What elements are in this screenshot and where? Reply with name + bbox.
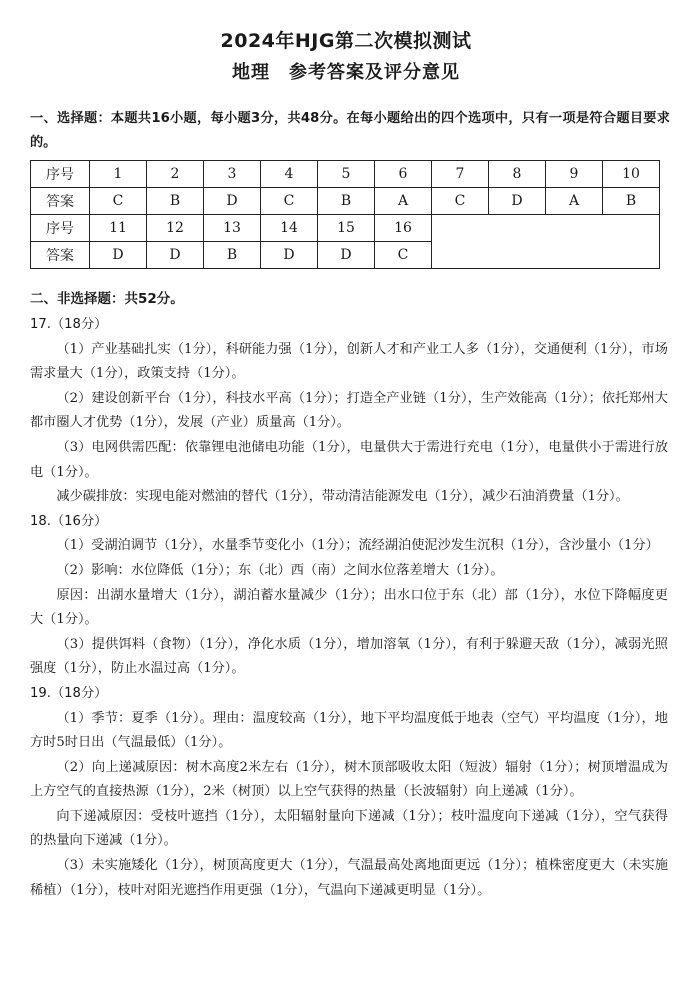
question-number: 7 <box>432 161 489 188</box>
answer-paragraph: 原因：出湖水量增大（1分），湖泊蓄水量减少（1分）；出水口位于东（北）部（1分），水位下降幅度更大（1分）。 <box>30 587 668 628</box>
row-label: 答案 <box>31 188 90 215</box>
answer-paragraph: （3）电网供需匹配：依靠锂电池储电功能（1分），电量供大于需进行充电（1分），电量供小于需进行放电（1分）。 <box>30 439 668 480</box>
answer-cell: C <box>90 188 147 215</box>
answer-paragraph: （3）未实施矮化（1分），树顶高度更大（1分），气温最高处离地面更远（1分）；植株密度更大（未实施稀植）（1分），枝叶对阳光遮挡作用更强（1分），气温向下递减更明显（1分）。 <box>30 858 668 898</box>
table-row <box>31 215 660 242</box>
answer-cell: B <box>318 188 375 215</box>
section2-heading: 二、非选择题：共52分。 <box>30 291 184 307</box>
question-number: 2 <box>147 161 204 188</box>
table-row <box>31 161 660 188</box>
question-number: 14 <box>261 215 318 242</box>
section1-heading: 一、选择题：本题共16小题，每小题3分，共48分。在每小题给出的四个选项中，只有一项是符合题目要求的。 <box>30 111 670 150</box>
question-number: 15 <box>318 215 375 242</box>
question-heading-17: 17.（18分） <box>30 317 108 332</box>
question-number: 16 <box>375 215 432 242</box>
question-heading-18: 18.（16分） <box>30 513 108 529</box>
question-number: 12 <box>147 215 204 242</box>
answer-cell: D <box>204 188 261 215</box>
answer-paragraph: （2）向上递减原因：树木高度2米左右（1分），树木顶部吸收太阳（短波）辐射（1分）；树顶增温成为上方空气的直接热源（1分），2米（树顶）以上空气获得的热量（长波辐射）向上递减（1分）。 <box>30 759 668 800</box>
answer-cell: B <box>147 188 204 215</box>
answer-cell: B <box>204 242 261 269</box>
answer-cell: D <box>318 242 375 269</box>
question-number: 3 <box>204 161 261 188</box>
answer-body <box>30 313 668 903</box>
answer-paragraph: （2）影响：水位降低（1分）；东（北）西（南）之间水位落差增大（1分）。 <box>56 562 504 578</box>
table-row <box>31 188 660 215</box>
question-number: 6 <box>375 161 432 188</box>
answer-paragraph: 减少碳排放：实现电能对燃油的替代（1分），带动清洁能源发电（1分），减少石油消费量（1分）。 <box>56 489 629 505</box>
answer-cell: C <box>432 188 489 215</box>
row-label: 序号 <box>31 161 90 188</box>
answer-paragraph: （1）季节：夏季（1分）。理由：温度较高（1分），地下平均温度低于地表（空气）平均温度（1分），地方时5时日出（气温最低）（1分）。 <box>30 710 668 751</box>
question-number: 13 <box>204 215 261 242</box>
answer-cell: C <box>261 188 318 215</box>
question-number: 10 <box>603 161 660 188</box>
question-heading-19: 19.（18分） <box>30 685 108 701</box>
question-number: 8 <box>489 161 546 188</box>
question-number: 4 <box>261 161 318 188</box>
answer-cell: A <box>375 188 432 215</box>
row-label: 序号 <box>31 215 90 242</box>
page-title: 2024年HJG第二次模拟测试 <box>220 30 472 52</box>
answer-cell: B <box>603 188 660 215</box>
row-label: 答案 <box>31 242 90 269</box>
answer-paragraph: （1）受湖泊调节（1分），水量季节变化小（1分）；流经湖泊使泥沙发生沉积（1分），含沙量小（1分） <box>56 538 659 554</box>
question-number: 9 <box>546 161 603 188</box>
page-subtitle: 地理 参考答案及评分意见 <box>232 62 460 83</box>
answer-cell: D <box>90 242 147 269</box>
empty-cell <box>432 215 660 269</box>
answer-cell: A <box>546 188 603 215</box>
answer-paragraph: （3）提供饵料（食物）（1分），净化水质（1分），增加溶氧（1分），有利于躲避天敌（1分），减弱光照强度（1分），防止水温过高（1分）。 <box>30 636 668 677</box>
answer-table <box>30 160 660 269</box>
answer-paragraph: 向下递减原因：受枝叶遮挡（1分），太阳辐射量向下递减（1分）；枝叶温度向下递减（1分），空气获得的热量向下递减（1分）。 <box>30 808 668 849</box>
answer-paragraph: （2）建设创新平台（1分），科技水平高（1分）；打造全产业链（1分），生产效能高（1分）；依托郑州大都市圈人才优势（1分），发展（产业）质量高（1分）。 <box>30 390 668 431</box>
answer-cell: D <box>147 242 204 269</box>
question-number: 11 <box>90 215 147 242</box>
answer-paragraph: （1）产业基础扎实（1分），科研能力强（1分），创新人才和产业工人多（1分），交通便利（1分），市场需求量大（1分），政策支持（1分）。 <box>30 341 668 382</box>
question-number: 5 <box>318 161 375 188</box>
question-number: 1 <box>90 161 147 188</box>
answer-cell: D <box>261 242 318 269</box>
answer-cell: D <box>489 188 546 215</box>
answer-cell: C <box>375 242 432 269</box>
